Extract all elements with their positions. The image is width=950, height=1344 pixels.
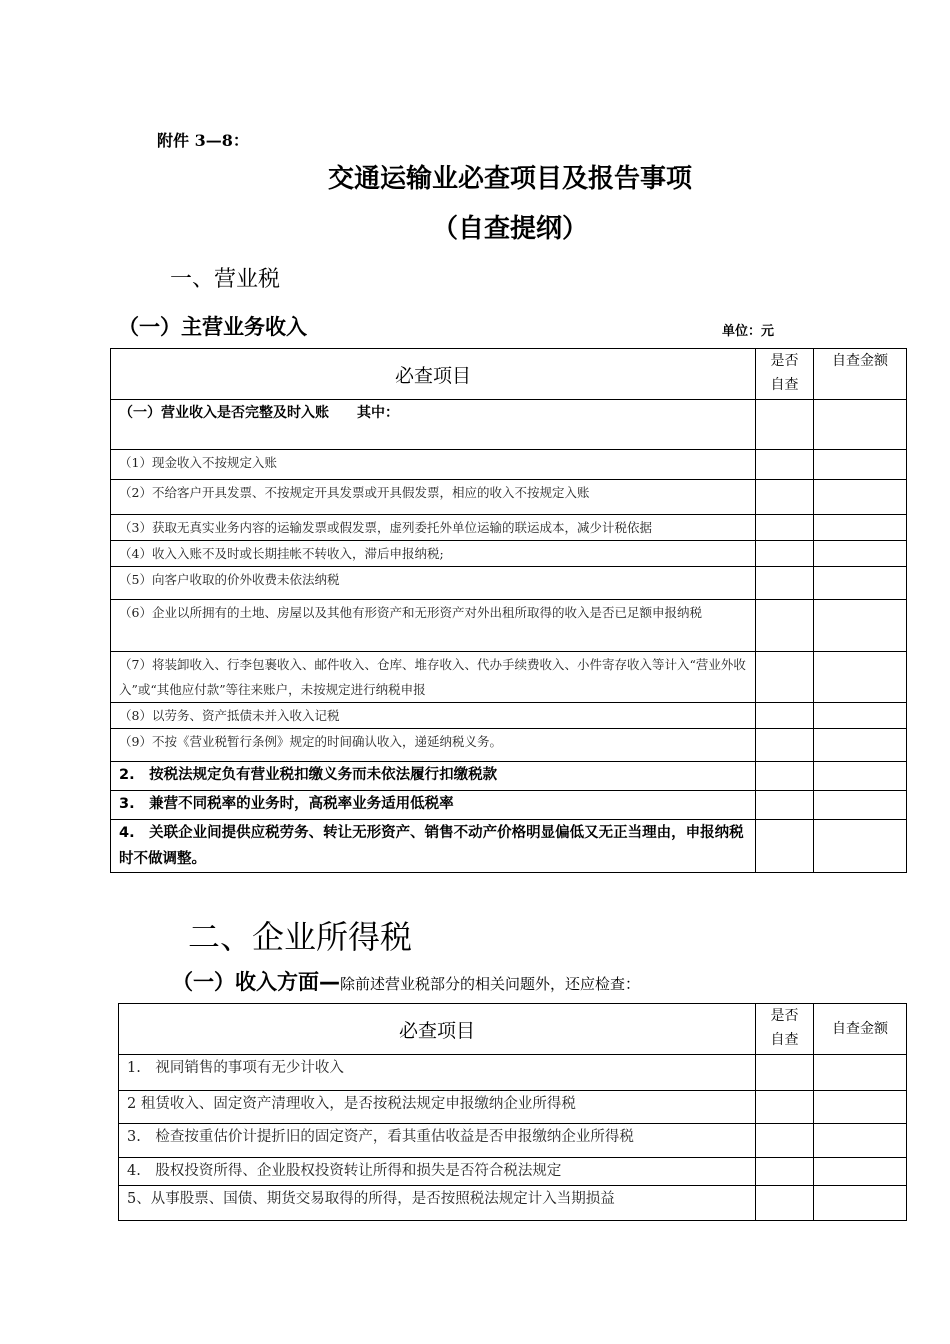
- amount-cell[interactable]: [814, 1124, 907, 1158]
- table-row: [119, 1055, 907, 1091]
- table-row: [111, 729, 907, 762]
- table-row: [111, 652, 907, 703]
- check-item: 3. 检查按重估价计提折旧的固定资产，看其重估收益是否申报缴纳企业所得税: [119, 1124, 756, 1158]
- section2-heading: 二、企业所得税: [188, 918, 413, 956]
- amount-cell[interactable]: [814, 515, 907, 541]
- self-checked-cell[interactable]: [756, 600, 814, 652]
- check-item: （5）向客户收取的价外收费未依法纳税: [111, 567, 756, 600]
- page-title: 交通运输业必查项目及报告事项: [327, 164, 692, 194]
- header-check-item: 必查项目: [111, 349, 756, 400]
- header-self-checked-line2: 自查: [770, 377, 799, 393]
- self-checked-cell[interactable]: [756, 1124, 814, 1158]
- check-item: （1）现金收入不按规定入账: [111, 450, 756, 480]
- income-tax-checklist-table: [118, 1003, 907, 1221]
- header-self-checked: [756, 1004, 814, 1055]
- header-self-checked-line1: 是否: [770, 353, 799, 369]
- table-row: [111, 703, 907, 729]
- header-self-checked-line1: 是否: [770, 1008, 799, 1024]
- table-row: [111, 450, 907, 480]
- check-item: 5、从事股票、国债、期货交易取得的所得，是否按照税法规定计入当期损益: [119, 1186, 756, 1221]
- self-checked-cell[interactable]: [756, 515, 814, 541]
- self-checked-cell[interactable]: [756, 791, 814, 820]
- unit-label: 单位：元: [722, 324, 775, 339]
- section1-subheading: （一）主营业务收入: [118, 315, 307, 339]
- amount-cell[interactable]: [814, 480, 907, 515]
- section1-heading: 一、营业税: [170, 267, 281, 292]
- check-item: 2 租赁收入、固定资产清理收入，是否按税法规定申报缴纳企业所得税: [119, 1091, 756, 1124]
- amount-cell[interactable]: [814, 703, 907, 729]
- header-self-checked-line2: 自查: [770, 1032, 799, 1048]
- amount-cell[interactable]: [814, 400, 907, 450]
- business-tax-checklist-table: [110, 348, 907, 873]
- header-self-check-amount: 自查金额: [814, 349, 907, 400]
- self-checked-cell[interactable]: [756, 541, 814, 567]
- table-header-row: [111, 349, 907, 400]
- section2-subheading-main: （一）收入方面—: [172, 970, 340, 994]
- self-checked-cell[interactable]: [756, 1055, 814, 1091]
- self-checked-cell[interactable]: [756, 820, 814, 873]
- amount-cell[interactable]: [814, 1055, 907, 1091]
- table-row: [111, 600, 907, 652]
- amount-cell[interactable]: [814, 1091, 907, 1124]
- amount-cell[interactable]: [814, 820, 907, 873]
- table-row: [111, 515, 907, 541]
- amount-cell[interactable]: [814, 791, 907, 820]
- table-row: [111, 820, 907, 873]
- table-row: [111, 791, 907, 820]
- table-row: [119, 1124, 907, 1158]
- section2-subheading-rest: 除前述营业税部分的相关问题外，还应检查：: [340, 975, 641, 993]
- amount-cell[interactable]: [814, 541, 907, 567]
- check-item: （4）收入入账不及时或长期挂帐不转收入，滞后申报纳税;: [111, 541, 756, 567]
- check-item: （9）不按《营业税暂行条例》规定的时间确认收入，递延纳税义务。: [111, 729, 756, 762]
- page-subtitle: （自查提纲）: [431, 214, 588, 244]
- attachment-label: 附件 3—8：: [157, 131, 249, 150]
- check-item: 4. 股权投资所得、企业股权投资转让所得和损失是否符合税法规定: [119, 1158, 756, 1186]
- amount-cell[interactable]: [814, 729, 907, 762]
- self-checked-cell[interactable]: [756, 1091, 814, 1124]
- amount-cell[interactable]: [814, 762, 907, 791]
- check-item: （6）企业以所拥有的土地、房屋以及其他有形资产和无形资产对外出租所取得的收入是否已足额申报纳税: [111, 600, 756, 652]
- amount-cell[interactable]: [814, 567, 907, 600]
- check-item: 1. 视同销售的事项有无少计收入: [119, 1055, 756, 1091]
- amount-cell[interactable]: [814, 1186, 907, 1221]
- check-item: （2）不给客户开具发票、不按规定开具发票或开具假发票，相应的收入不按规定入账: [111, 480, 756, 515]
- self-checked-cell[interactable]: [756, 703, 814, 729]
- self-checked-cell[interactable]: [756, 567, 814, 600]
- check-item: 4. 关联企业间提供应税劳务、转让无形资产、销售不动产价格明显偏低又无正当理由，申报纳税时不做调整。: [111, 820, 756, 873]
- self-checked-cell[interactable]: [756, 652, 814, 703]
- table-row: [111, 480, 907, 515]
- self-checked-cell[interactable]: [756, 480, 814, 515]
- table-row: [119, 1091, 907, 1124]
- table-row: [119, 1186, 907, 1221]
- check-item: 3. 兼营不同税率的业务时，高税率业务适用低税率: [111, 791, 756, 820]
- amount-cell[interactable]: [814, 600, 907, 652]
- self-checked-cell[interactable]: [756, 450, 814, 480]
- self-checked-cell[interactable]: [756, 729, 814, 762]
- self-checked-cell[interactable]: [756, 1158, 814, 1186]
- check-item: （7）将装卸收入、行李包裹收入、邮件收入、仓库、堆存收入、代办手续费收入、小件寄存收入等计入“营业外收入”或“其他应付款”等往来账户，未按规定进行纳税申报: [111, 652, 756, 703]
- amount-cell[interactable]: [814, 1158, 907, 1186]
- header-self-checked: [756, 349, 814, 400]
- header-self-check-amount: 自查金额: [814, 1004, 907, 1055]
- check-item: 2. 按税法规定负有营业税扣缴义务而未依法履行扣缴税款: [111, 762, 756, 791]
- table-row: [111, 567, 907, 600]
- table-row: [111, 541, 907, 567]
- check-item: （8）以劳务、资产抵债未并入收入记税: [111, 703, 756, 729]
- table-header-row: [119, 1004, 907, 1055]
- table-row: [119, 1158, 907, 1186]
- table-row: [111, 400, 907, 450]
- table-row: [111, 762, 907, 791]
- amount-cell[interactable]: [814, 652, 907, 703]
- group-heading: （一）营业收入是否完整及时入账 其中：: [111, 400, 756, 450]
- amount-cell[interactable]: [814, 450, 907, 480]
- self-checked-cell[interactable]: [756, 400, 814, 450]
- self-checked-cell[interactable]: [756, 1186, 814, 1221]
- header-check-item: 必查项目: [119, 1004, 756, 1055]
- section2-subheading: [172, 966, 640, 996]
- self-checked-cell[interactable]: [756, 762, 814, 791]
- check-item: （3）获取无真实业务内容的运输发票或假发票，虚列委托外单位运输的联运成本，减少计税依据: [111, 515, 756, 541]
